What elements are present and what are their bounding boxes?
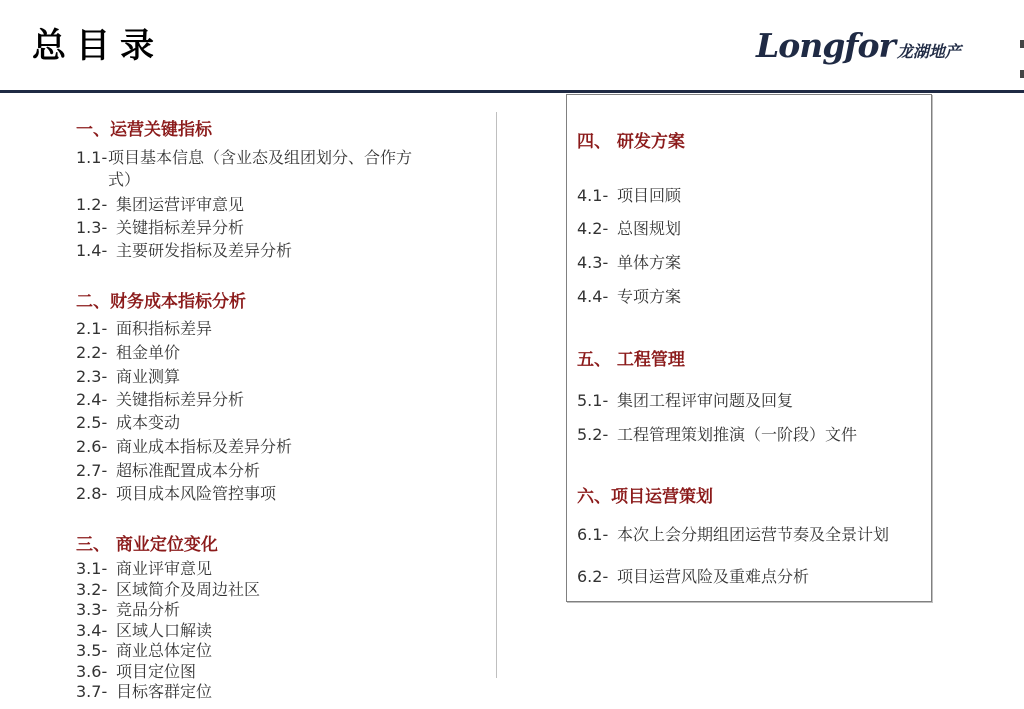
- toc-item-number: 3.5-: [76, 641, 108, 660]
- toc-item-text: 商业测算: [116, 367, 181, 386]
- toc-item-number: 2.2-: [76, 343, 108, 362]
- header: [0, 0, 1024, 92]
- section-1-title: 一、运营关键指标: [76, 120, 212, 140]
- toc-item-3-6[interactable]: [76, 661, 196, 683]
- toc-item-number: 6.1-: [577, 525, 609, 544]
- toc-item-3-7[interactable]: [76, 681, 212, 703]
- toc-item-number: 2.1-: [76, 319, 108, 338]
- toc-item-2-4[interactable]: [76, 389, 244, 411]
- toc-item-number: 1.3-: [76, 218, 108, 237]
- toc-item-number: 3.6-: [76, 662, 108, 681]
- toc-item-2-1[interactable]: [76, 318, 212, 340]
- toc-item-text: 项目成本风险管控事项: [116, 484, 277, 503]
- toc-item-4-2[interactable]: [577, 218, 681, 240]
- logo-latin-text: Longfor: [756, 26, 895, 65]
- toc-item-number: 3.4-: [76, 621, 108, 640]
- longfor-logo: [756, 26, 976, 76]
- toc-item-number: 2.6-: [76, 437, 108, 456]
- toc-item-text: 项目定位图: [116, 662, 197, 681]
- toc-item-4-3[interactable]: [577, 252, 681, 274]
- toc-item-text: 租金单价: [116, 343, 181, 362]
- toc-item-3-3[interactable]: [76, 599, 180, 621]
- toc-item-number: 4.4-: [577, 287, 609, 306]
- toc-item-6-2[interactable]: [577, 566, 809, 588]
- toc-item-number: 2.5-: [76, 413, 108, 432]
- edge-marker: [1020, 70, 1024, 78]
- toc-item-number: 2.3-: [76, 367, 108, 386]
- toc-item-text: 商业评审意见: [116, 559, 213, 578]
- toc-item-text-cont: 式）: [108, 170, 141, 189]
- section-6-title: 六、项目运营策划: [577, 487, 713, 507]
- toc-item-number: 4.2-: [577, 219, 609, 238]
- toc-item-text: 单体方案: [617, 253, 682, 272]
- toc-item-text: 项目回顾: [617, 186, 682, 205]
- toc-item-number: 6.2-: [577, 567, 609, 586]
- toc-item-number: 3.1-: [76, 559, 108, 578]
- toc-right-panel: [566, 94, 932, 602]
- toc-item-2-6[interactable]: [76, 436, 292, 458]
- toc-item-text: 项目运营风险及重难点分析: [617, 567, 810, 586]
- toc-item-number: 4.1-: [577, 186, 609, 205]
- toc-item-text: 专项方案: [617, 287, 682, 306]
- toc-item-number: 5.1-: [577, 391, 609, 410]
- toc-item-3-1[interactable]: [76, 558, 212, 580]
- toc-item-number: 1.4-: [76, 241, 108, 260]
- toc-item-text: 本次上会分期组团运营节奏及全景计划: [617, 525, 890, 544]
- toc-item-text: 目标客群定位: [116, 682, 213, 701]
- toc-item-text: 区域人口解读: [116, 621, 213, 640]
- toc-item-number: 3.3-: [76, 600, 108, 619]
- toc-item-2-2[interactable]: [76, 342, 180, 364]
- toc-item-text: 成本变动: [116, 413, 181, 432]
- toc-item-2-7[interactable]: [76, 460, 260, 482]
- toc-item-text: 主要研发指标及差异分析: [116, 241, 293, 260]
- toc-item-number: 1.1-: [76, 148, 108, 167]
- toc-item-number: 2.4-: [76, 390, 108, 409]
- toc-item-5-2[interactable]: [577, 424, 857, 446]
- toc-item-5-1[interactable]: [577, 390, 793, 412]
- toc-item-3-5[interactable]: [76, 640, 212, 662]
- toc-item-text: 面积指标差异: [116, 319, 213, 338]
- toc-item-1-4[interactable]: [76, 240, 292, 262]
- toc-item-3-2[interactable]: [76, 579, 260, 601]
- toc-item-3-4[interactable]: [76, 620, 212, 642]
- section-2-title: 二、财务成本指标分析: [76, 292, 246, 312]
- toc-item-text: 区域简介及周边社区: [116, 580, 261, 599]
- section-4-title: 四、 研发方案: [577, 132, 685, 152]
- toc-item-2-8[interactable]: [76, 483, 276, 505]
- toc-item-2-5[interactable]: [76, 412, 180, 434]
- toc-item-6-1[interactable]: [577, 524, 889, 546]
- header-divider: [0, 90, 1024, 93]
- edge-marker: [1020, 40, 1024, 48]
- page-title: 总目录: [32, 26, 164, 66]
- toc-item-number: 3.2-: [76, 580, 108, 599]
- toc-item-text: 商业成本指标及差异分析: [116, 437, 293, 456]
- toc-item-text: 集团工程评审问题及回复: [617, 391, 794, 410]
- toc-item-text: 集团运营评审意见: [116, 195, 245, 214]
- toc-item-number: 5.2-: [577, 425, 609, 444]
- toc-item-text: 关键指标差异分析: [116, 218, 245, 237]
- logo-cn-text: 龙湖地产: [896, 42, 961, 61]
- toc-item-number: 2.8-: [76, 484, 108, 503]
- toc-item-text: 项目基本信息（含业态及组团划分、合作方: [108, 148, 413, 167]
- toc-item-text: 商业总体定位: [116, 641, 213, 660]
- toc-item-text: 竞品分析: [116, 600, 181, 619]
- toc-item-1-3[interactable]: [76, 217, 244, 239]
- toc-item-text: 超标准配置成本分析: [116, 461, 261, 480]
- section-5-title: 五、 工程管理: [577, 350, 685, 370]
- toc-item-number: 2.7-: [76, 461, 108, 480]
- toc-item-number: 3.7-: [76, 682, 108, 701]
- toc-item-text: 关键指标差异分析: [116, 390, 245, 409]
- toc-item-1-1[interactable]: [76, 147, 456, 191]
- toc-item-text: 工程管理策划推演（一阶段）文件: [617, 425, 858, 444]
- toc-item-text: 总图规划: [617, 219, 682, 238]
- toc-item-2-3[interactable]: [76, 366, 180, 388]
- toc-item-number: 1.2-: [76, 195, 108, 214]
- toc-item-number: 4.3-: [577, 253, 609, 272]
- toc-item-1-2[interactable]: [76, 194, 244, 216]
- column-divider: [496, 112, 497, 678]
- section-3-title: 三、 商业定位变化: [76, 535, 218, 555]
- toc-item-4-4[interactable]: [577, 286, 681, 308]
- toc-item-4-1[interactable]: [577, 185, 681, 207]
